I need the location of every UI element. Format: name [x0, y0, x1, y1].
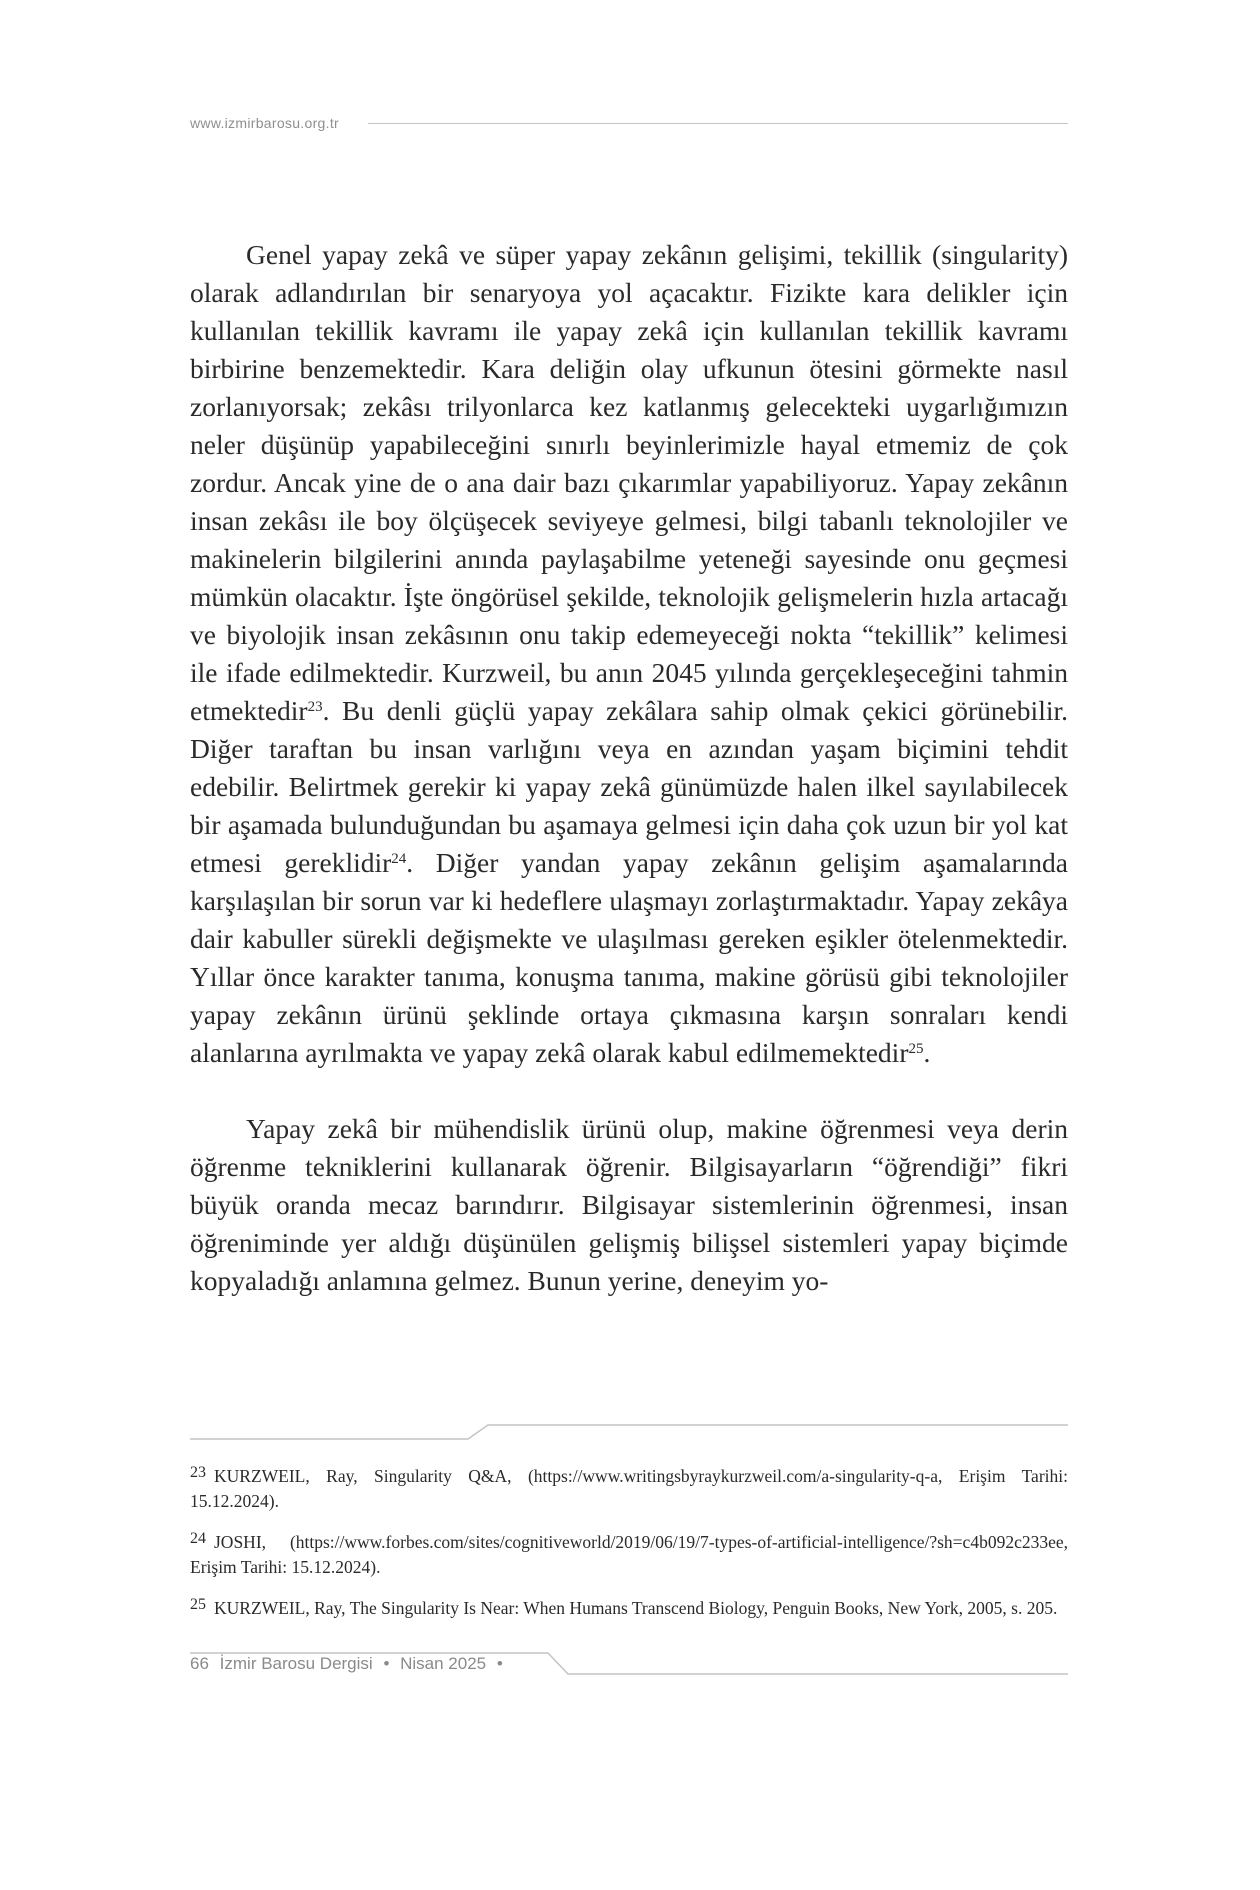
- footer-text: [190, 1654, 515, 1674]
- paragraph-1: [190, 236, 1068, 1072]
- paragraph-text: Yapay zekâ bir mühendislik ürünü olup, makine öğrenmesi veya derin öğrenme tekniklerini kullanarak öğrenir. Bilgisayarların “öğrendiği” fikri büyük oranda mecaz barındırır. Bilgisayar sistemlerinin öğrenmesi, insan öğreniminde yer aldığı düşünülen gelişmiş bilişsel sistemleri yapay biçimde kopyaladığı anlamına gelmez. Bunun yerine, deneyim yo-: [190, 1113, 1068, 1296]
- footnote-25: [190, 1592, 1068, 1621]
- footnote-number: 24: [190, 1530, 206, 1547]
- paragraph-text: . Diğer yandan yapay zekânın gelişim aşamalarında karşılaşılan bir sorun var ki hedeflere ulaşmayı zorlaştırmaktadır. Yapay zekâya dair kabuller sürekli değişmekte ve ulaşılması gereken eşikler ötelenmektedir. Yıllar önce karakter tanıma, konuşma tanıma, makine görüsü gibi teknolojiler yapay zekânın ürünü şeklinde ortaya çıkmasına karşın sonraları kendi alanlarına ayrılmakta ve yapay zekâ olarak kabul edilmemektedir: [190, 847, 1068, 1068]
- footnote-text: KURZWEIL, Ray, Singularity Q&A, (https://www.writingsbyraykurzweil.com/a-singularity-q-a, Erişim Tarihi: 15.12.2024).: [190, 1466, 1068, 1511]
- bullet-separator: •: [383, 1654, 390, 1673]
- paragraph-2: [190, 1110, 1068, 1300]
- paragraph-text: .: [923, 1037, 931, 1068]
- bullet-separator: •: [496, 1654, 503, 1673]
- footnote-text: JOSHI, (https://www.forbes.com/sites/cognitiveworld/2019/06/19/7-types-of-artificial-intelligence/?sh=c4b092c233ee, Erişim Tarihi: 15.12.2024).: [190, 1532, 1068, 1577]
- page-header: [190, 112, 1068, 136]
- footnote-number: 25: [190, 1596, 206, 1613]
- footnote-23: [190, 1460, 1068, 1514]
- footnote-24: [190, 1526, 1068, 1580]
- page-number: 66: [190, 1654, 209, 1673]
- footnote-ref-24[interactable]: 24: [391, 851, 407, 867]
- header-rule: [368, 123, 1068, 124]
- footnote-number: 23: [190, 1464, 206, 1481]
- paragraph-text: . Bu denli güçlü yapay zekâlara sahip olmak çekici görünebilir. Diğer taraftan bu insan varlığını veya en azından yaşam biçimini tehdit edebilir. Belirtmek gerekir ki yapay zekâ günümüzde halen ilkel sayılabilecek bir aşamada bulunduğundan bu aşamaya gelmesi için daha çok uzun bir yol kat etmesi gereklidir: [190, 695, 1068, 878]
- footnote-ref-23[interactable]: 23: [307, 699, 323, 715]
- footnote-separator: [190, 1424, 1068, 1440]
- footnotes: [190, 1460, 1068, 1633]
- paragraph-text: Genel yapay zekâ ve süper yapay zekânın gelişimi, tekillik (singularity) olarak adlandırılan bir senaryoya yol açacaktır. Fizikte kara delikler için kullanılan tekillik kavramı ile yapay zekâ için kullanılan tekillik kavramı birbirine benzemektedir. Kara deliğin olay ufkunun ötesini görmekte nasıl zorlanıyorsak; zekâsı trilyonlarca kez katlanmış gelecekteki uygarlığımızın neler düşünüp yapabileceğini sınırlı beyinlerimizle hayal etmemiz de çok zordur. Ancak yine de o ana dair bazı çıkarımlar yapabiliyoruz. Yapay zekânın insan zekâsı ile boy ölçüşecek seviyeye gelmesi, bilgi tabanlı teknolojiler ve makinelerin bilgilerini anında paylaşabilme yeteneği sayesinde onu geçmesi mümkün olacaktır. İşte öngörüsel şekilde, teknolojik gelişmelerin hızla artacağı ve biyolojik insan zekâsının onu takip edemeyeceği nokta “tekillik” kelimesi ile ifade edilmektedir. Kurzweil, bu anın 2045 yılında gerçekleşeceğini tahmin etmektedir: [190, 239, 1068, 726]
- issue-date: Nisan 2025: [400, 1654, 487, 1673]
- body-text: [190, 236, 1068, 1300]
- header-url: www.izmirbarosu.org.tr: [190, 115, 343, 131]
- journal-name: İzmir Barosu Dergisi: [219, 1654, 373, 1673]
- footnote-ref-25[interactable]: 25: [908, 1041, 924, 1057]
- footnote-text: KURZWEIL, Ray, The Singularity Is Near: When Humans Transcend Biology, Penguin Books, New York, 2005, s. 205.: [214, 1598, 1058, 1618]
- page-footer: [190, 1652, 1068, 1680]
